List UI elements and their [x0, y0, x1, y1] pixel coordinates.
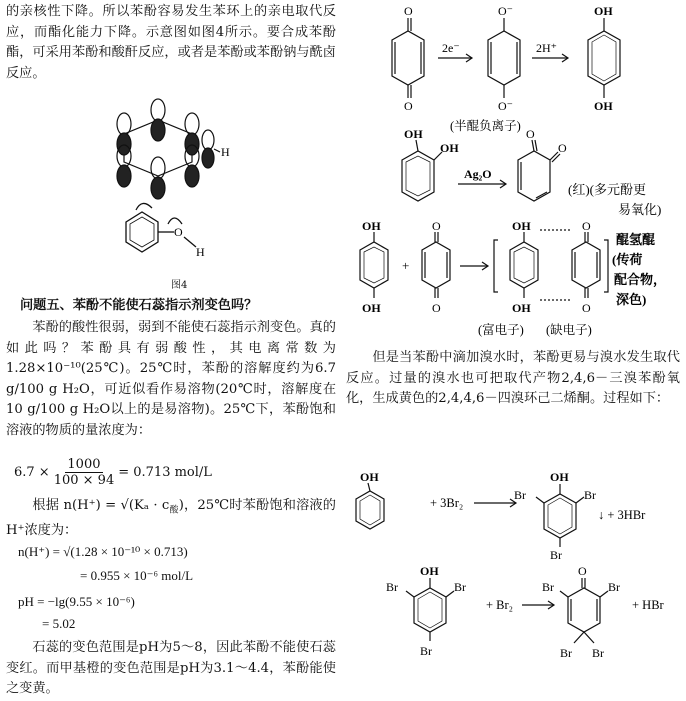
fig4-h-label: H: [221, 145, 230, 159]
r3-side-1: 醌氢醌: [616, 232, 656, 247]
r5-prod-br-right: Br: [608, 580, 620, 594]
r3-complex-oh-top: OH: [512, 219, 531, 233]
hydroquinone-ring: [588, 18, 620, 98]
bromination-paragraph: 但是当苯酚中滴加溴水时，苯酚更易与溴水发生取代反应。过量的溴水也可把取代产物2,4,6－三溴苯酚氧化，生成黄色的2,4,4,6－四溴环己二烯酮。过程如下：: [346, 350, 680, 407]
r2-o-2: O: [558, 141, 567, 155]
acidity-paragraph: 苯酚的酸性很弱，弱到不能使石蕊指示剂变色。真的如此吗？苯酚具有弱酸性，其电离常数为1.28×10⁻¹⁰(25℃)。25℃时，苯酚的溶解度约为6.7 g/100 g H₂O，可近似看作易溶物(20℃时，溶解度在10 g/100 g H₂O以上的是易溶物)。25℃下，苯酚饱和溶液的物质的量浓度为：: [6, 320, 336, 438]
r4-prod-oh: OH: [550, 470, 569, 484]
para2-start: 根据 n(H⁺) = √(Kₐ · c: [32, 498, 170, 513]
r5-hbr: + HBr: [632, 598, 664, 612]
ph-equation-2: = 5.02: [42, 616, 76, 631]
r2-oh-2: OH: [440, 141, 459, 155]
benzoquinone-ring-2: [422, 232, 450, 298]
r1-arrow2-label: 2H⁺: [536, 41, 557, 55]
r2-o-1: O: [526, 127, 535, 141]
r5-prod-br-bottom-right: Br: [592, 646, 604, 660]
benzoquinone-ring-1: [392, 18, 424, 98]
r3-caption-poor: (缺电子): [546, 323, 592, 337]
r1-o-bot-1: O: [404, 99, 413, 113]
r1-caption: (半醌负离子): [450, 119, 521, 133]
para2-subscript: 酸: [169, 505, 179, 516]
orbital-ring-diagram: [117, 99, 220, 199]
r2-oh-1: OH: [404, 127, 423, 141]
eq-denominator: 100 × 94: [53, 473, 115, 488]
r3-plus: +: [402, 258, 410, 273]
ph-equation-1: pH = −lg(9.55 × 10⁻⁶): [18, 594, 135, 609]
r3-oh-top: OH: [362, 219, 381, 233]
eq-fraction: [54, 457, 115, 488]
r3-oh-bot: OH: [362, 301, 381, 315]
r5-prod-br-left: Br: [542, 580, 554, 594]
complex-benzoquinone: [572, 232, 600, 298]
concentration-equation: [14, 457, 212, 488]
semiquinone-ring: [488, 18, 520, 98]
hydroquinone-ring-2: [360, 232, 388, 298]
r1-oh-bot: OH: [594, 99, 613, 113]
r4-br-left: Br: [514, 488, 526, 502]
r5-br-left: Br: [386, 580, 398, 594]
r3-complex-o-top: O: [582, 219, 591, 233]
r5-br-right: Br: [454, 580, 466, 594]
r3-complex-o-bot: O: [582, 301, 591, 315]
h-ion-equation-2: = 0.955 × 10⁻⁶ mol/L: [80, 568, 194, 583]
r5-br-bottom: Br: [420, 644, 432, 658]
figure-4: [96, 92, 236, 272]
r1-arrow1-label: 2e⁻: [442, 41, 460, 55]
tribromophenol-ring: [536, 484, 584, 547]
r2-caption-a: (红)(多元酚更: [568, 182, 646, 197]
r1-oh-top: OH: [594, 4, 613, 18]
complex-hydroquinone: [510, 232, 538, 298]
r5-prod-br-bottom-left: Br: [560, 646, 572, 660]
r4-br-bottom: Br: [550, 548, 562, 562]
r4-oh: OH: [360, 470, 379, 484]
bromination-schemes: [346, 469, 680, 701]
eq-result: = 0.713 mol/L: [118, 465, 212, 480]
phenol-resonance-diagram: [126, 203, 196, 252]
r4-down-hbr: ↓ + 3HBr: [598, 508, 646, 522]
para2-end: )，25℃时苯酚饱和溶液的H⁺浓度为：: [6, 498, 336, 539]
r3-o-bot: O: [432, 301, 441, 315]
h-ion-paragraph: [6, 496, 336, 542]
r3-side-4: 深色): [616, 292, 647, 307]
r4-br-right: Br: [584, 488, 596, 502]
o-quinone-ring: [518, 140, 560, 201]
tetrabromocyclohexadienone-ring: [560, 578, 608, 643]
r1-o-bot-2: O⁻: [498, 99, 513, 113]
phenol-start-ring: [356, 483, 384, 529]
figure-caption: 图4: [171, 280, 188, 291]
r3-caption-rich: (富电子): [478, 323, 524, 337]
eq-prefix: 6.7 ×: [14, 465, 50, 480]
h-ion-equation-1: n(H⁺) = √(1.28 × 10⁻¹⁰ × 0.713): [18, 544, 188, 559]
r5-plus-br2: + Br₂: [486, 598, 514, 612]
question-heading: 问题五、苯酚不能使石蕊指示剂变色吗？: [20, 298, 258, 313]
tribromophenol-start-ring: [406, 578, 454, 641]
fig4-oh-h-label: H: [196, 245, 205, 259]
bracket-right: [604, 240, 608, 292]
fig4-o-label: O: [174, 225, 183, 239]
r2-reagent: Ag₂O: [464, 167, 492, 181]
litmus-paragraph: 石蕊的变色范围是pH为5～8，因此苯酚不能使石蕊变红。而甲基橙的变色范围是pH为3.1～4.4，苯酚能使之变黄。: [6, 640, 336, 697]
r1-o-top-2: O⁻: [498, 4, 513, 18]
r2-caption-b: 易氧化): [618, 202, 662, 217]
r5-oh: OH: [420, 564, 439, 578]
r3-side-3: 配合物，: [614, 272, 667, 287]
r5-o: O: [578, 564, 587, 578]
intro-paragraph: 的亲核性下降。所以苯酚容易发生苯环上的亲电取代反应，而酯化能力下降。示意图如图4所示。要合成苯酚酯，可采用苯酚和酸酐反应，或者是苯酚或苯酚钠与酰卤反应。: [6, 4, 336, 81]
bracket-left: [494, 240, 498, 292]
r3-o-top: O: [432, 219, 441, 233]
r1-o-top-1: O: [404, 4, 413, 18]
r3-complex-oh-bot: OH: [512, 301, 531, 315]
eq-numerator: 1000: [67, 457, 101, 472]
r3-side-2: (传荷: [612, 252, 643, 267]
r4-plus-br2: + 3Br₂: [430, 496, 464, 510]
catechol-ring: [402, 140, 442, 201]
